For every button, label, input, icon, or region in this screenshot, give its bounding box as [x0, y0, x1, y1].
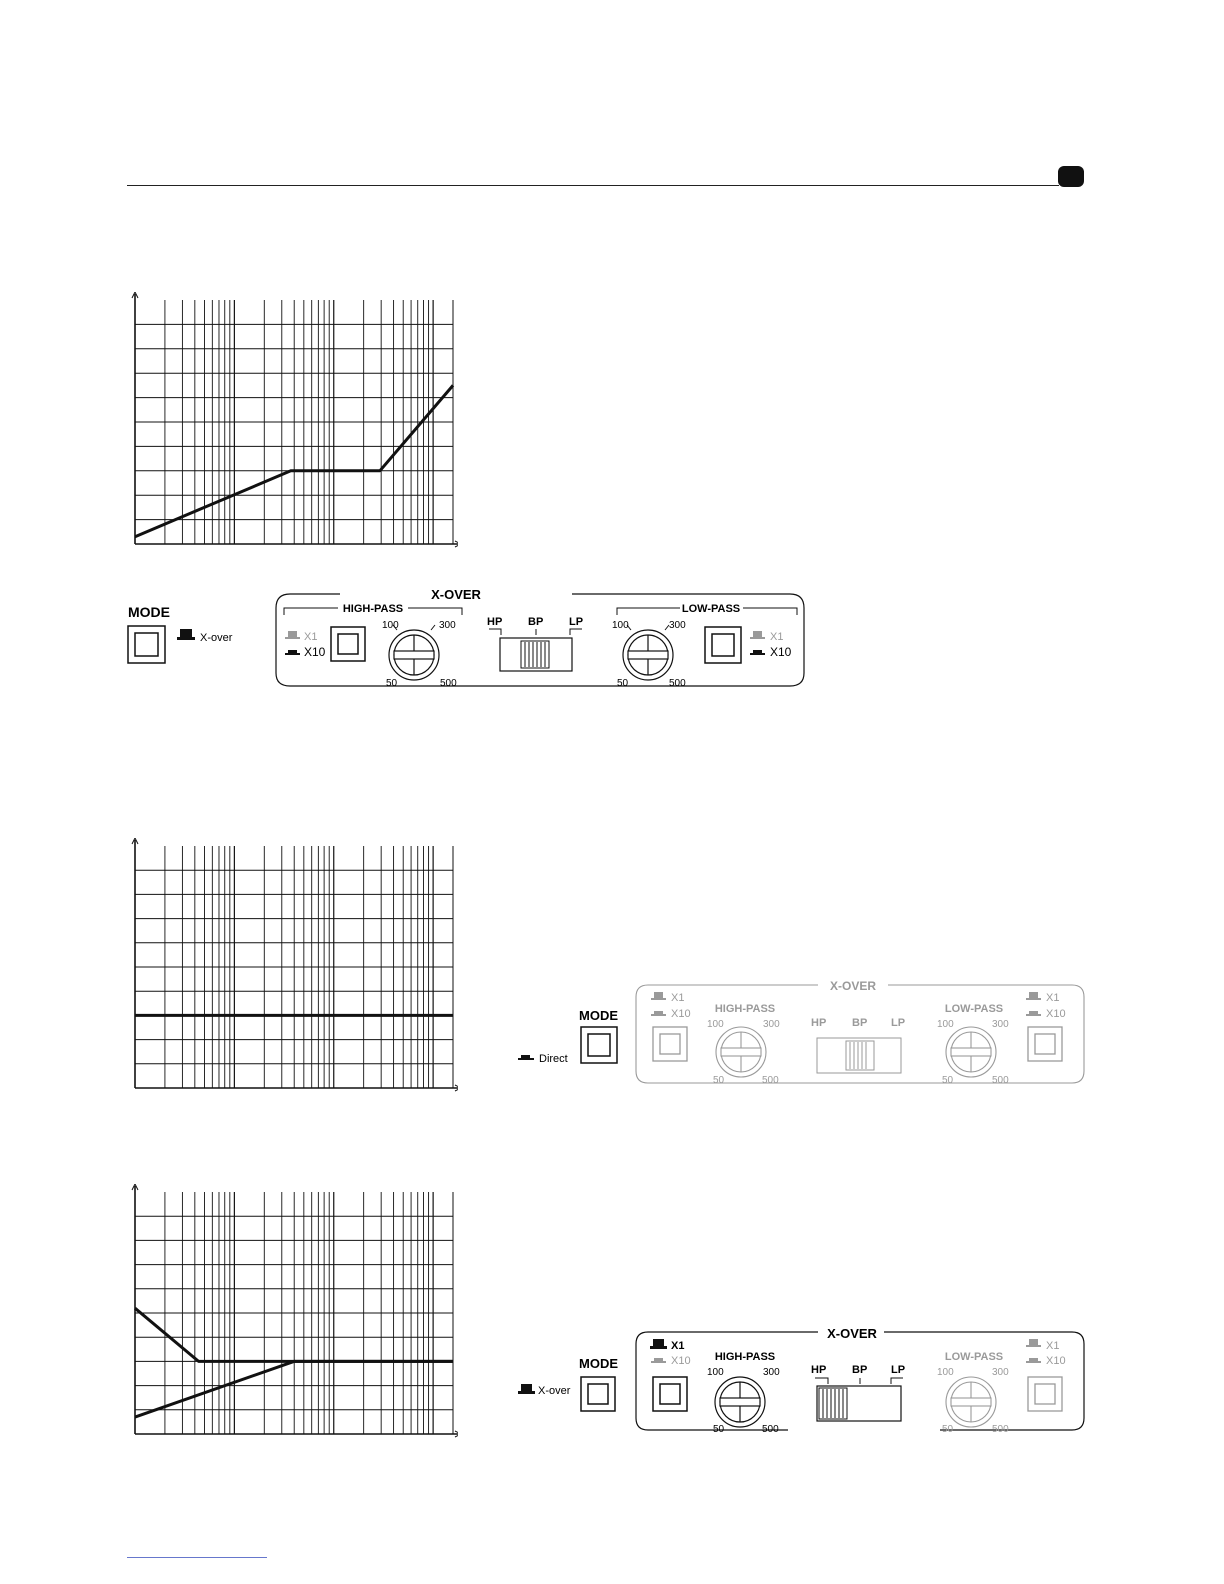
- lp-x10-label: X10: [1046, 1355, 1066, 1367]
- lp-dial-300: 300: [992, 1019, 1009, 1030]
- lp-frequency-dial[interactable]: [623, 625, 673, 680]
- lp-range-button[interactable]: [1028, 1027, 1062, 1061]
- lp-frequency-dial[interactable]: [946, 1377, 996, 1427]
- lp-dial-300: 300: [992, 1367, 1009, 1378]
- filter-selector-switch[interactable]: [817, 1038, 901, 1073]
- front-panel-1: [120, 585, 810, 695]
- hp-dial-50: 50: [386, 678, 398, 689]
- lp-x1-indicator: [750, 631, 765, 639]
- front-panel-3: [510, 1322, 1090, 1437]
- filter-lp-label: LP: [569, 616, 584, 628]
- filter-hp-label: HP: [811, 1017, 827, 1029]
- hp-dial-50: 50: [713, 1075, 725, 1086]
- frequency-response-graph-1: [128, 292, 458, 550]
- mode-xover-label: X-over: [538, 1385, 571, 1397]
- mode-xover-label: X-over: [200, 632, 233, 644]
- hp-dial-500: 500: [762, 1075, 779, 1086]
- high-pass-label: HIGH-PASS: [342, 603, 404, 615]
- mode-indicator: [518, 1384, 535, 1394]
- hp-range-button[interactable]: [653, 1377, 687, 1411]
- mode-button[interactable]: [128, 626, 165, 663]
- hp-frequency-dial[interactable]: [389, 625, 439, 680]
- lp-dial-50: 50: [617, 678, 629, 689]
- high-pass-label: HIGH-PASS: [714, 1003, 776, 1015]
- lp-dial-500: 500: [992, 1424, 1009, 1435]
- lp-dial-500: 500: [669, 678, 686, 689]
- front-panel-2: [510, 975, 1090, 1090]
- frequency-response-graph-3: [128, 1184, 458, 1440]
- hp-dial-100: 100: [707, 1367, 724, 1378]
- hp-x1-indicator: [650, 1339, 667, 1349]
- xover-title: X-OVER: [431, 587, 481, 602]
- xover-title: X-OVER: [829, 979, 877, 993]
- lp-dial-50: 50: [942, 1075, 954, 1086]
- lp-dial-50: 50: [942, 1424, 954, 1435]
- low-pass-label: LOW-PASS: [944, 1003, 1004, 1015]
- filter-bp-label: BP: [852, 1364, 868, 1376]
- lp-dial-300: 300: [669, 620, 686, 631]
- filter-hp-label: HP: [487, 616, 503, 628]
- mode-button[interactable]: [581, 1377, 615, 1411]
- lp-x1-label: X1: [770, 631, 784, 643]
- filter-bp-label: BP: [852, 1017, 868, 1029]
- filter-selector-switch[interactable]: [817, 1386, 901, 1421]
- hp-range-button[interactable]: [331, 627, 365, 661]
- frequency-response-graph-2: [128, 838, 458, 1094]
- filter-hp-label: HP: [811, 1364, 827, 1376]
- hp-range-button[interactable]: [653, 1027, 687, 1061]
- mode-direct-label: Direct: [539, 1053, 568, 1065]
- filter-lp-label: LP: [891, 1017, 906, 1029]
- mode-indicator: [177, 629, 195, 640]
- mode-label: MODE: [579, 1008, 618, 1023]
- mode-label: MODE: [579, 1356, 618, 1371]
- hp-dial-500: 500: [762, 1424, 779, 1435]
- lp-dial-100: 100: [612, 620, 629, 631]
- hp-dial-100: 100: [707, 1019, 724, 1030]
- mode-indicator: [518, 1055, 534, 1060]
- lp-x1-label: X1: [1046, 992, 1060, 1004]
- hp-dial-500: 500: [440, 678, 457, 689]
- lp-range-button[interactable]: [1028, 1377, 1062, 1411]
- low-pass-label: LOW-PASS: [944, 1351, 1004, 1363]
- hp-x1-label: X1: [671, 992, 685, 1004]
- hp-frequency-dial[interactable]: [716, 1027, 766, 1077]
- lp-x10-label: X10: [1046, 1008, 1066, 1020]
- high-pass-label: HIGH-PASS: [714, 1351, 776, 1363]
- hp-x10-label: X10: [671, 1355, 691, 1367]
- lp-dial-100: 100: [937, 1367, 954, 1378]
- hp-x10-indicator: [651, 1358, 666, 1363]
- lp-x10-indicator: [750, 650, 765, 655]
- mode-button[interactable]: [581, 1027, 617, 1063]
- hp-x10-label: X10: [304, 645, 326, 659]
- hp-dial-300: 300: [763, 1019, 780, 1030]
- hp-x1-label: X1: [671, 1340, 685, 1352]
- lp-x10-label: X10: [770, 645, 792, 659]
- filter-lp-label: LP: [891, 1364, 906, 1376]
- hp-x10-indicator: [285, 650, 300, 655]
- page-number-tab: [1058, 166, 1084, 187]
- xover-title: X-OVER: [827, 1326, 877, 1341]
- lp-frequency-dial[interactable]: [946, 1027, 996, 1077]
- lp-dial-500: 500: [992, 1075, 1009, 1086]
- lp-dial-100: 100: [937, 1019, 954, 1030]
- hp-dial-300: 300: [763, 1367, 780, 1378]
- hp-x1-indicator: [285, 631, 300, 639]
- footer-link-rule: [127, 1557, 267, 1558]
- hp-frequency-dial[interactable]: [715, 1377, 765, 1427]
- header-rule: [127, 185, 1059, 186]
- filter-selector-switch[interactable]: [500, 638, 572, 671]
- lp-range-button[interactable]: [705, 627, 741, 663]
- filter-bp-label: BP: [528, 616, 544, 628]
- mode-label: MODE: [128, 604, 170, 620]
- hp-dial-50: 50: [713, 1424, 725, 1435]
- hp-x10-label: X10: [671, 1008, 691, 1020]
- hp-dial-100: 100: [382, 620, 399, 631]
- hp-dial-300: 300: [439, 620, 456, 631]
- lp-x1-label: X1: [1046, 1340, 1060, 1352]
- low-pass-label: LOW-PASS: [681, 603, 741, 615]
- hp-x1-label: X1: [304, 631, 318, 643]
